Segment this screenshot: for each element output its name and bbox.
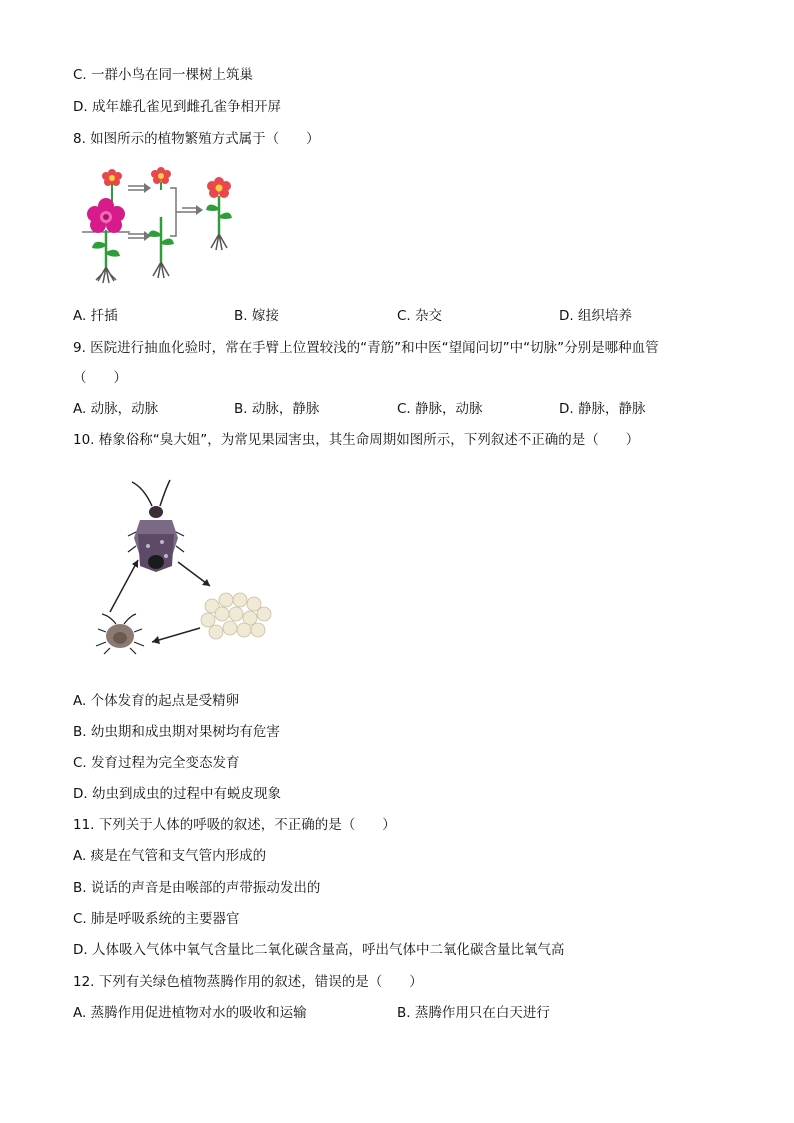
arrow-icon	[110, 560, 138, 612]
arrow-icon	[182, 205, 203, 215]
option-c-line: C. 一群小鸟在同一棵树上筑巢	[73, 67, 254, 83]
q10-option-a: A. 个体发育的起点是受精卵	[73, 693, 240, 709]
option-d-line: D. 成年雄孔雀见到雌孔雀争相开屏	[73, 99, 281, 115]
q8-option-d: D. 组织培养	[559, 308, 632, 324]
q11-option-a: A. 痰是在气管和支气管内形成的	[73, 848, 267, 864]
plant-propagation-figure	[82, 162, 252, 292]
q10-option-d: D. 幼虫到成虫的过程中有蜕皮现象	[73, 786, 281, 802]
arrow-icon	[152, 628, 200, 644]
q11-option-c: C. 肺是呼吸系统的主要器官	[73, 911, 240, 927]
question-8-stem: 8. 如图所示的植物繁殖方式属于（ ）	[73, 131, 320, 147]
cut-flower-1	[102, 169, 122, 202]
question-9-stem-cont: （ ）	[73, 370, 127, 386]
arrow-icon	[178, 562, 210, 586]
q9-option-b: B. 动脉，静脉	[234, 401, 320, 417]
adult-stinkbug-icon	[128, 480, 184, 572]
question-11-stem: 11. 下列关于人体的呼吸的叙述，不正确的是（ ）	[73, 817, 396, 833]
question-10-stem: 10. 椿象俗称“臭大姐”，为常见果园害虫，其生命周期如图所示，下列叙述不正确的是（ ）	[73, 432, 640, 448]
stinkbug-life-cycle-figure	[92, 476, 282, 661]
egg-mass-icon	[201, 593, 271, 639]
q10-option-c: C. 发育过程为完全变态发育	[73, 755, 240, 771]
q12-option-a: A. 蒸腾作用促进植物对水的吸收和运输	[73, 1005, 307, 1021]
q11-option-b: B. 说话的声音是由喉部的声带振动发出的	[73, 880, 321, 896]
question-9-stem: 9. 医院进行抽血化验时，常在手臂上位置较浅的“青筋”和中医“望闻问切”中“切脉”分别是哪种血管	[73, 340, 659, 356]
question-12-stem: 12. 下列有关绿色植物蒸腾作用的叙述，错误的是（ ）	[73, 974, 423, 990]
nymph-stinkbug-icon	[96, 614, 144, 654]
stock-plant	[148, 217, 174, 278]
q10-option-b: B. 幼虫期和成虫期对果树均有危害	[73, 724, 280, 740]
arrow-icon	[128, 183, 151, 193]
bracket-line	[170, 188, 182, 236]
q11-option-d: D. 人体吸入气体中氧气含量比二氧化碳含量高，呼出气体中二氧化碳含量比氧气高	[73, 942, 565, 958]
cut-flower-2	[151, 167, 171, 190]
grafted-plant	[206, 177, 232, 250]
q12-option-b: B. 蒸腾作用只在白天进行	[397, 1005, 550, 1021]
q8-option-c: C. 杂交	[397, 308, 443, 324]
q8-option-b: B. 嫁接	[234, 308, 279, 324]
q9-option-d: D. 静脉，静脉	[559, 401, 646, 417]
q9-option-c: C. 静脉，动脉	[397, 401, 483, 417]
q9-option-a: A. 动脉，动脉	[73, 401, 159, 417]
rootstock-plant	[82, 198, 130, 283]
q8-option-a: A. 扦插	[73, 308, 118, 324]
arrow-icon	[128, 231, 151, 241]
